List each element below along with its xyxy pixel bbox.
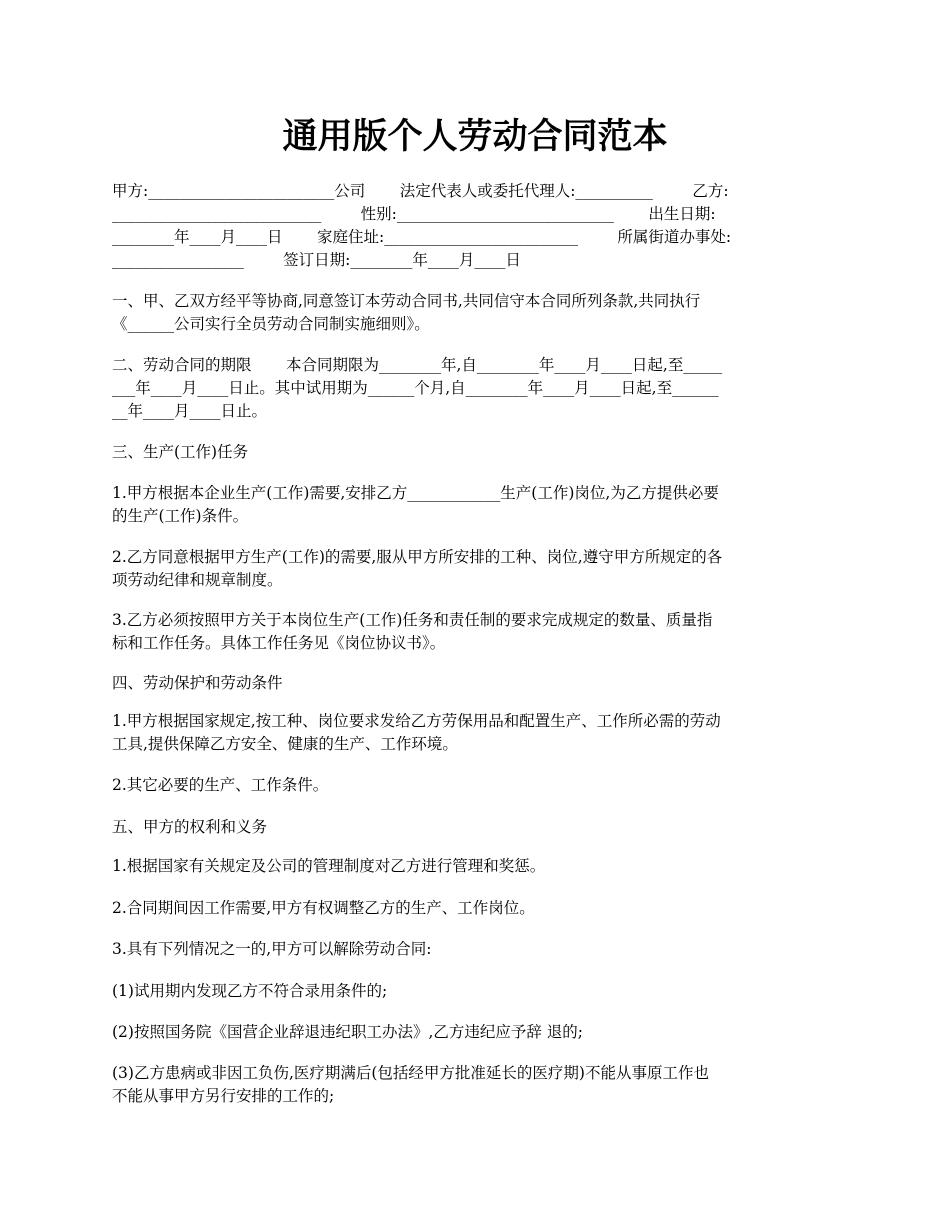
section4-item1-line-2: 工具,提供保障乙方安全、健康的生产、工作环境。 — [112, 735, 458, 753]
document-title: 通用版个人劳动合同范本 — [282, 117, 668, 157]
section5-item1: 1.根据国家有关规定及公司的管理制度对乙方进行管理和奖惩。 — [112, 857, 546, 875]
section4-item1-line-1: 1.甲方根据国家规定,按工种、岗位要求发给乙方劳保用品和配置生产、工作所必需的劳动 — [112, 712, 721, 730]
section3-item2-line-1: 2.乙方同意根据甲方生产(工作)的需要,服从甲方所安排的工种、岗位,遵守甲方所规定的各 — [112, 548, 723, 566]
section3-item3-line-1: 3.乙方必须按照甲方关于本岗位生产(工作)任务和责任制的要求完成规定的数量、质量指 — [112, 611, 713, 629]
section5-item3: 3.具有下列情况之一的,甲方可以解除劳动合同: — [112, 940, 432, 958]
section3-heading: 三、生产(工作)任务 — [112, 443, 249, 461]
header-line-3: ________年____月____日 家庭住址:_________________________ 所属街道办事处: — [112, 228, 732, 246]
section5-item2: 2.合同期间因工作需要,甲方有权调整乙方的生产、工作岗位。 — [112, 899, 535, 917]
section2-line-2: ___年____月____日止。其中试用期为______个月,自________年____月____日起,至______ — [112, 379, 719, 397]
section3-item2-line-2: 项劳动纪律和规章制度。 — [112, 571, 283, 589]
section1-line-1: 一、甲、乙双方经平等协商,同意签订本劳动合同书,共同信守本合同所列条款,共同执行 — [112, 292, 701, 310]
section5-sub1: (1)试用期内发现乙方不符合录用条件的; — [112, 982, 388, 1000]
section2-line-1: 二、劳动合同的期限 本合同期限为________年,自________年____月____日起,至_____ — [112, 356, 723, 374]
section3-item1-line-2: 的生产(工作)条件。 — [112, 507, 249, 525]
section5-heading: 五、甲方的权利和义务 — [112, 818, 268, 836]
section2-line-3: __年____月____日止。 — [112, 402, 268, 420]
header-line-2: ___________________________ 性别:____________________________ 出生日期: — [112, 205, 716, 223]
section1-line-2: 《______公司实行全员劳动合同制实施细则》。 — [112, 315, 430, 333]
section5-sub3-line-2: 不能从事甲方另行安排的工作的; — [112, 1087, 335, 1105]
section3-item3-line-2: 标和工作任务。具体工作任务见《岗位协议书》。 — [112, 634, 446, 652]
section4-item2: 2.其它必要的生产、工作条件。 — [112, 776, 329, 794]
header-line-1: 甲方:________________________公司 法定代表人或委托代理人:__________ 乙方: — [112, 182, 729, 200]
section4-heading: 四、劳动保护和劳动条件 — [112, 674, 283, 692]
header-line-4: _________________ 签订日期:________年____月____日 — [112, 251, 521, 269]
section5-sub3-line-1: (3)乙方患病或非因工负伤,医疗期满后(包括经甲方批准延长的医疗期)不能从事原工作也 — [112, 1064, 709, 1082]
section5-sub2: (2)按照国务院《国营企业辞退违纪职工办法》,乙方违纪应予辞 退的; — [112, 1023, 584, 1041]
section3-item1-line-1: 1.甲方根据本企业生产(工作)需要,安排乙方____________生产(工作)岗位,为乙方提供必要 — [112, 484, 719, 502]
